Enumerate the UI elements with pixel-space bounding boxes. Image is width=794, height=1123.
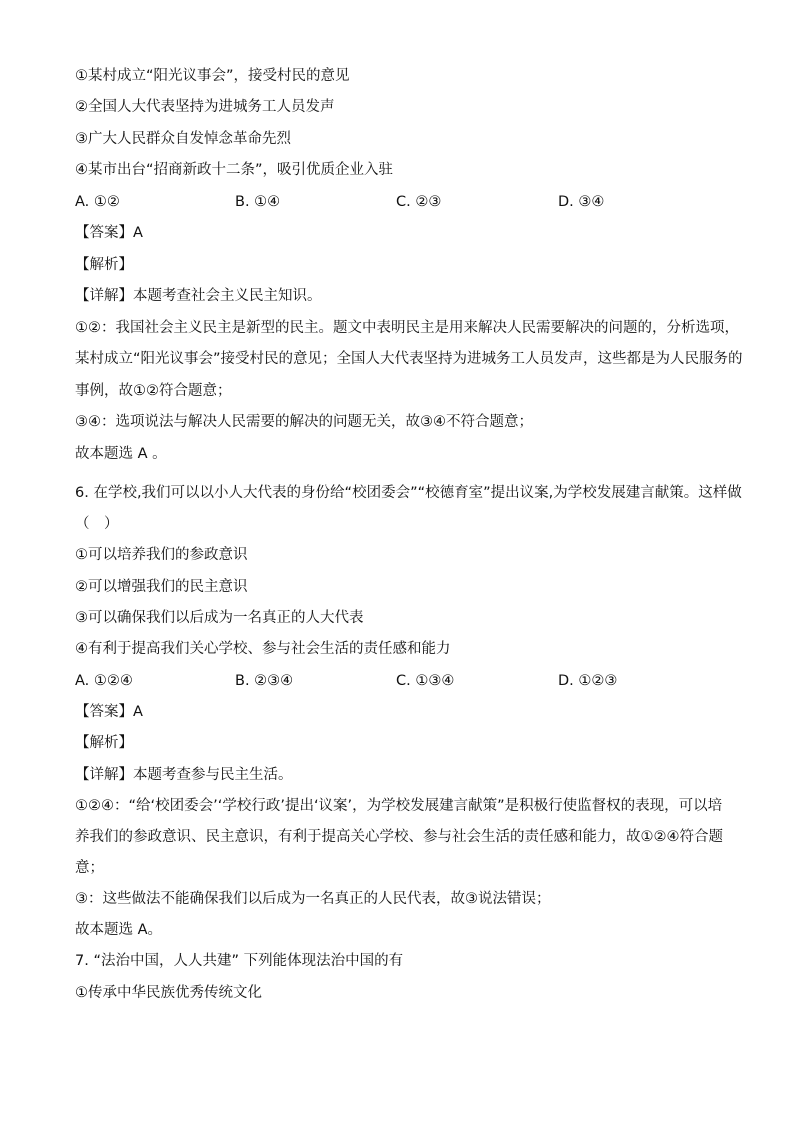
q6-analysis-heading: 【解析】 <box>75 735 133 751</box>
q6-explanation-1-line-3: 意； <box>75 860 104 876</box>
q6-explanation-1-line-2: 养我们的参政意识、民主意识，有利于提高关心学校、参与社会生活的责任感和能力，故①②④符合题 <box>75 829 723 845</box>
q5-option-b: B. ①④ <box>235 194 281 210</box>
q6-statement-4: ④有利于提高我们关心学校、参与社会生活的责任感和能力 <box>75 641 451 657</box>
q6-statement-2: ②可以增强我们的民主意识 <box>75 579 248 595</box>
q5-explanation-1-line-2: 某村成立“阳光议事会”接受村民的意见；全国人大代表坚持为进城务工人员发声，这些都是为人民服务的 <box>75 351 743 367</box>
q5-conclusion: 故本题选 A 。 <box>75 446 167 462</box>
q7-statement-1: ①传承中华民族优秀传统文化 <box>75 985 262 1001</box>
q6-option-b: B. ②③④ <box>235 673 294 689</box>
q5-explanation-2: ③④：选项说法与解决人民需要的解决的问题无关，故③④不符合题意； <box>75 414 533 430</box>
q6-stem-line-2: （ ） <box>75 516 119 532</box>
q6-explanation-2: ③：这些做法不能确保我们以后成为一名真正的人民代表，故③说法错误； <box>75 891 551 907</box>
q6-option-c: C. ①③④ <box>396 673 455 689</box>
q5-option-c: C. ②③ <box>396 194 442 210</box>
q6-stem-line-1: 6. 在学校,我们可以以小人大代表的身份给“校团委会”“校德育室”提出议案,为学校发展建言献策。这样做 <box>75 485 742 501</box>
q5-explanation-1-line-3: 事例，故①②符合题意； <box>75 383 232 399</box>
q5-analysis-heading: 【解析】 <box>75 257 133 273</box>
q6-option-a: A. ①②④ <box>75 673 133 689</box>
q5-explanation-1-line-1: ①②：我国社会主义民主是新型的民主。题文中表明民主是用来解决人民需要解决的问题的，分析选项， <box>75 320 739 336</box>
q5-answer: 【答案】A <box>75 225 143 241</box>
q7-stem: 7. “法治中国，人人共建” 下列能体现法治中国的有 <box>75 953 404 969</box>
q6-answer: 【答案】A <box>75 704 143 720</box>
q5-detail: 【详解】本题考查社会主义民主知识。 <box>75 288 322 304</box>
q6-detail: 【详解】本题考查参与民主生活。 <box>75 767 293 783</box>
q6-conclusion: 故本题选 A。 <box>75 922 163 938</box>
q6-statement-1: ①可以培养我们的参政意识 <box>75 547 248 563</box>
q5-option-d: D. ③④ <box>558 194 605 210</box>
q5-statement-3: ③广大人民群众自发悼念革命先烈 <box>75 131 291 147</box>
q5-statement-2: ②全国人大代表坚持为进城务工人员发声 <box>75 99 335 115</box>
q5-statement-1: ①某村成立“阳光议事会”，接受村民的意见 <box>75 68 350 84</box>
q5-option-a: A. ①② <box>75 194 120 210</box>
q6-option-d: D. ①②③ <box>558 673 618 689</box>
q5-statement-4: ④某市出台“招商新政十二条”，吸引优质企业入驻 <box>75 162 394 178</box>
q6-explanation-1-line-1: ①②④：“给‘校团委会’‘学校行政’提出‘议案’，为学校发展建言献策”是积极行使监督权的表现，可以培 <box>75 798 723 814</box>
q6-statement-3: ③可以确保我们以后成为一名真正的人大代表 <box>75 610 364 626</box>
